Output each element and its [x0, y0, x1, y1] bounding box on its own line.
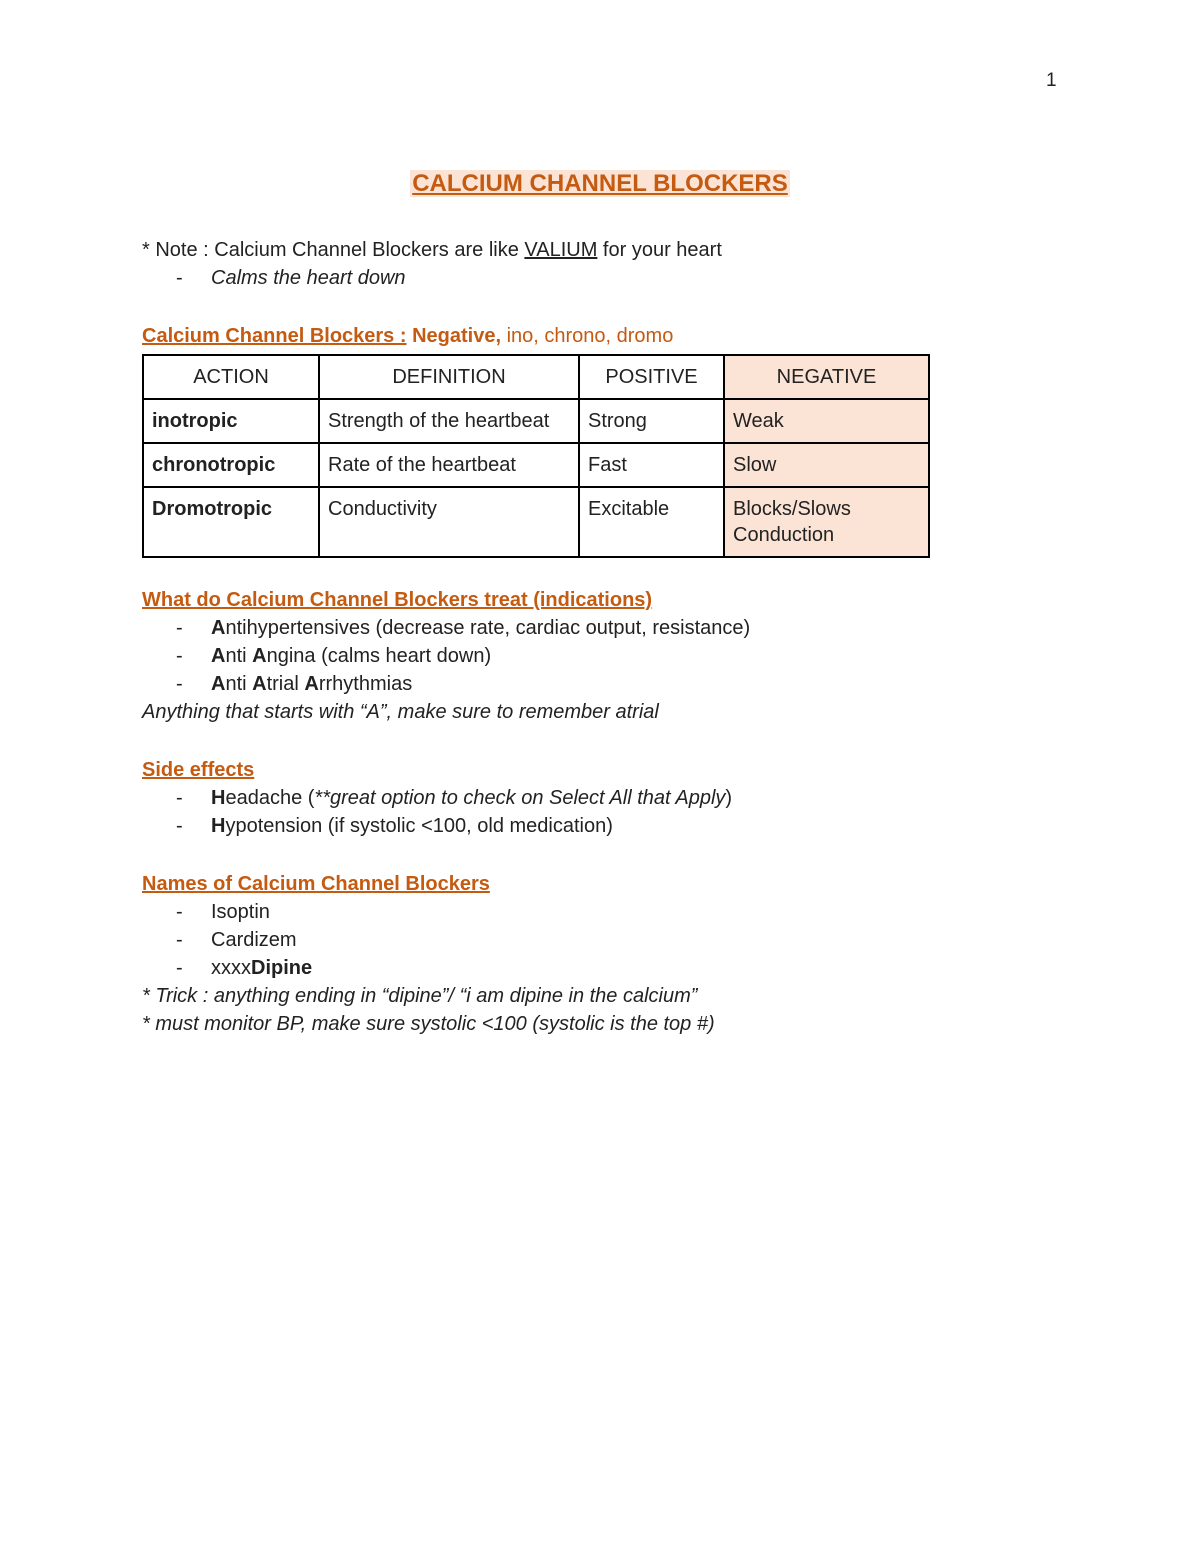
bullet-dash: -	[176, 617, 183, 639]
side-effects-heading: Side effects	[142, 759, 255, 781]
table-row	[143, 487, 929, 557]
bullet-dash: -	[176, 815, 183, 837]
item-initial: A	[252, 673, 267, 695]
bullet-dash: -	[176, 929, 183, 951]
bullet-dash: -	[176, 957, 183, 979]
table-heading-rest: ino, chrono, dromo	[501, 325, 674, 347]
item-text: trial	[266, 673, 305, 695]
note-prefix: * Note : Calcium Channel Blockers are like	[142, 239, 525, 261]
table-heading	[142, 322, 1102, 350]
table-cell: inotropic	[143, 399, 319, 443]
item-text: ntihypertensives (decrease rate, cardiac output, resistance)	[225, 617, 751, 639]
table-cell: Rate of the heartbeat	[319, 443, 579, 487]
item-italic: **great option to check on Select All that Apply	[314, 787, 726, 809]
page-title-container	[0, 170, 1200, 198]
table-cell: Weak	[724, 399, 929, 443]
list-item	[142, 642, 1102, 670]
item-initial: A	[304, 673, 319, 695]
bullet-dash: -	[176, 267, 183, 289]
item-text: eadache (	[225, 787, 315, 809]
item-text: Cardizem	[211, 929, 297, 951]
item-text: rrhythmias	[318, 673, 413, 695]
indications-note: Anything that starts with “A”, make sure to remember atrial	[142, 701, 659, 723]
table-row	[143, 399, 929, 443]
table-header-row	[143, 355, 929, 399]
item-initial: A	[211, 617, 226, 639]
table-cell: chronotropic	[143, 443, 319, 487]
table-cell: Dromotropic	[143, 487, 319, 557]
item-text: nti	[225, 645, 253, 667]
item-text: xxxx	[211, 957, 251, 979]
table-row	[143, 443, 929, 487]
list-item	[142, 812, 1102, 840]
item-bold: Dipine	[251, 957, 313, 979]
list-item	[142, 898, 1102, 926]
table-cell: Slow	[724, 443, 929, 487]
table-cell: Conductivity	[319, 487, 579, 557]
list-item	[142, 954, 1102, 982]
note-emphasis: VALIUM	[524, 239, 598, 261]
item-text: ngina (calms heart down)	[266, 645, 492, 667]
indications-heading: What do Calcium Channel Blockers treat (indications)	[142, 589, 653, 611]
comparison-table	[142, 354, 930, 558]
table-cell: Strength of the heartbeat	[319, 399, 579, 443]
item-initial: A	[211, 673, 226, 695]
list-item	[142, 784, 1102, 812]
bullet-dash: -	[176, 901, 183, 923]
item-text: Isoptin	[211, 901, 270, 923]
list-item	[142, 614, 1102, 642]
table-heading-label: Calcium Channel Blockers :	[142, 325, 407, 347]
table-cell: Strong	[579, 399, 724, 443]
table-header-cell: POSITIVE	[579, 355, 724, 399]
table-cell: Fast	[579, 443, 724, 487]
item-initial: A	[211, 645, 226, 667]
item-text: )	[725, 787, 733, 809]
monitor-note: * must monitor BP, make sure systolic <100 (systolic is the top #)	[142, 1013, 715, 1035]
item-initial: A	[252, 645, 267, 667]
note-line	[142, 236, 1102, 264]
note-sub-item	[142, 264, 1102, 292]
table-heading-negative: Negative,	[406, 325, 502, 347]
page-title: CALCIUM CHANNEL BLOCKERS	[412, 170, 788, 197]
table-header-cell: DEFINITION	[319, 355, 579, 399]
table-header-cell: NEGATIVE	[724, 355, 929, 399]
note-suffix: for your heart	[597, 239, 722, 261]
item-initial: H	[211, 787, 226, 809]
bullet-dash: -	[176, 787, 183, 809]
item-text: nti	[225, 673, 253, 695]
table-header-cell: ACTION	[143, 355, 319, 399]
bullet-dash: -	[176, 673, 183, 695]
table-cell: Excitable	[579, 487, 724, 557]
trick-note: * Trick : anything ending in “dipine”/ “i am dipine in the calcium”	[142, 985, 698, 1007]
page-number: 1	[1046, 70, 1057, 91]
names-heading: Names of Calcium Channel Blockers	[142, 873, 490, 895]
item-initial: H	[211, 815, 226, 837]
table-cell: Blocks/Slows Conduction	[724, 487, 929, 557]
item-text: ypotension (if systolic <100, old medication)	[225, 815, 613, 837]
note-sub-text: Calms the heart down	[211, 267, 406, 289]
list-item	[142, 670, 1102, 698]
bullet-dash: -	[176, 645, 183, 667]
list-item	[142, 926, 1102, 954]
document-body	[142, 236, 1102, 1038]
